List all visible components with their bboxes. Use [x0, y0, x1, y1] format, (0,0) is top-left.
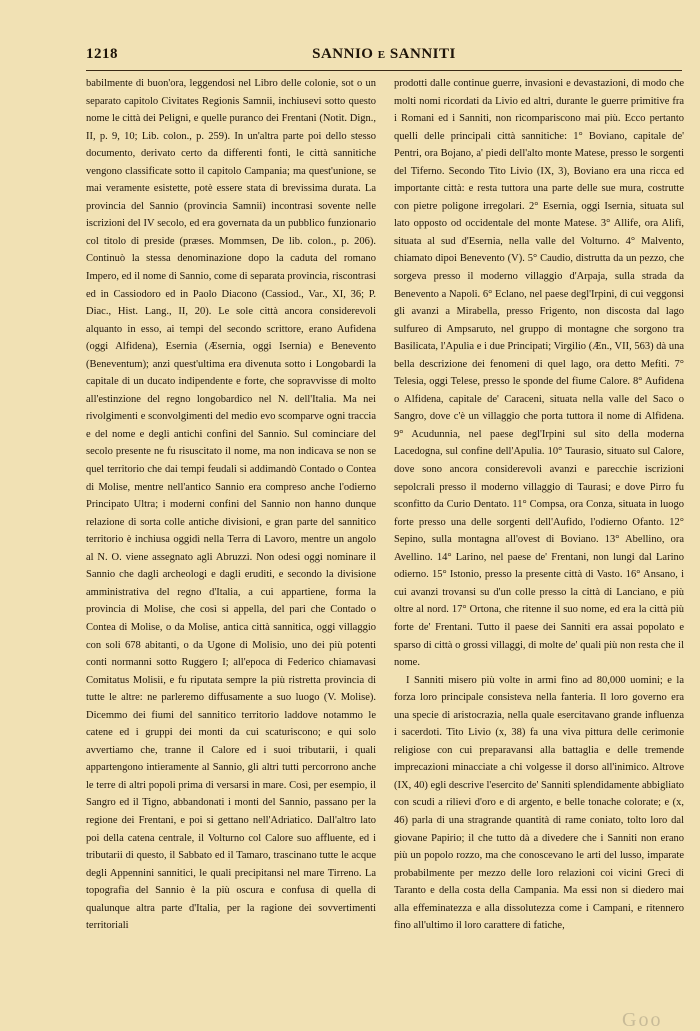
header-rule — [86, 70, 682, 71]
paragraph: I Sanniti misero più volte in armi fino ad 80,000 uomini; e la forza loro principale consisteva nella fanteria. Il loro governo era una specie di aristocrazia, nella quale esercitavano grande influenza i sacerdoti. Tito Livio (x, 38) fa una viva pittura delle cerimonie religiose con cui preparavansi alla battaglia e delle tremende imprecazioni minacciate a chi volgesse il dorso all'inimico. Altrove (IX, 40) egli descrive l'esercito de' Sanniti splendidamente abbigliato con scudi a rilievi d'oro e di argento, e belle tonache colorate; e (x, 46) parla di una stragrande quantità di rame coniato, tolto loro dal giovane Papirio; il che tutto dà a divedere che i Sanniti non erano più un popolo rozzo, ma che conoscevano le arti del lusso, imparate probabilmente per mezzo delle loro relazioni coi vicini Greci di Taranto e della costa della Campania. Ma essi non si diedero mai alla effeminatezza e alla dissolutezza come i Campani, e ritennero fino all'ultimo il loro carattere di fatiche, — [394, 674, 684, 932]
page-number: 1218 — [86, 46, 118, 62]
text-column-right — [394, 75, 684, 935]
running-head — [86, 46, 682, 63]
watermark: Goo — [622, 1009, 663, 1031]
text-column-left — [86, 75, 376, 935]
page-header — [86, 46, 682, 68]
running-head-sanniti: SANNITI — [389, 46, 456, 62]
running-head-joiner: E — [377, 49, 386, 61]
running-head-sannio: SANNIO — [312, 46, 374, 62]
paragraph: babilmente di buon'ora, leggendosi nel Libro delle colonie, sot o un separato capitolo Civitates Regionis Samnii, inchiusevi sotto questo nome le città dei Peligni, e quelle puranco dei Frentani (Notit. Dign., II, p. 9, 10; Lib. colon., p. 259). In un'altra parte poi dello stesso documento, derivato certo da differenti fonti, le città sannitiche vengono classificate sotto il capitolo Campania; ma quest'unione, se mai veramente esistette, potè essere stata di brevissima durata. La provincia del Sannio (provincia Samnii) incontrasi sovente nelle iscrizioni del IV secolo, ed era governata da un pubblico funzionario col titolo di preside (præses. Mommsen, De lib. colon., p. 206). Continuò la stessa denominazione dopo la caduta del romano Impero, ed il nome di Sannio, come di separata provincia, riscontrasi ed in Cassiodoro ed in Paolo Diacono (Cassiod., Var., XI, 36; P. Diac., Hist. Lang., II, 20). Le sole città ancora considerevoli alquanto in esso, ai tempi del secondo scrittore, erano Aufidena (oggi Alfidena), Esernia (Æsernia, oggi Isernia) e Benevento (Beneventum); anzi quest'ultima era divenuta sotto i Longobardi la capitale di un ducato indipendente e forte, che sopravvisse di molto all'estinzione del regno longobardico nel N. dell'Italia. Ma nei rivolgimenti e sconvolgimenti del medio evo scomparve ogni traccia e del nome e degli antichi confini del Sannio. Sul cominciare del secolo presente ne fu risuscitato il nome, ma non indicava se non se quel territorio che dai tempi feudali si addimandò Contado o Contea di Molise, mentre nell'antico Sannio era compreso anche l'odierno Principato Ultra; i moderni confini del Sannio non hanno dunque relazione di sorta colle antiche divisioni, e gran parte del sannitico territorio è inchiusa oggidì nella Terra di Lavoro, mentre un angolo al N. O. viene assegnato agli Abruzzi. Non odesi oggi nominare il Sannio che dagli archeologi e dagli eruditi, e secondo la divisione amministrativa del regno d'Italia, a cui appartiene, forma la provincia di Molise, che così si appella, del pari che Contado o Contea di Molise, o da Molise, antica città sannitica, oggi villaggio con soli 678 abitanti, o da Ugone di Molisio, uno dei più potenti conti normanni sotto Ruggero I; all'epoca di Federico chiamavasi Comitatus Molisii, e fu riputata sempre la più ristretta provincia di tutte le altre: ne parleremo diffusamente a suo luogo (V. Molise). Dicemmo dei fiumi del sannitico territorio laddove notammo le catene ed i gruppi dei monti da cui scaturiscono; e qui solo avvertiamo che, tranne il Calore ed i suoi tributarii, i quali appartengono intieramente al Sannio, gli altri tutti percorrono anche le terre di altri popoli prima di versarsi in mare. Così, per esempio, il Sangro ed il Tigno, abbandonati i monti del Sannio, passano per la regione dei Frentani, e poi si gettano nell'Adriatico. Dall'altro lato poi della catena centrale, il Volturno col Calore suo affluente, ed i tributarii di questo, il Sabbato ed il Tamaro, trascinano tutte le acque degli Appennini sannitici, le quali precipitansi nel mare Tirreno. La topografia del Sannio è la più oscura e confusa di quella di qualunque altra parte d'Italia, per la ragione dei sovvertimenti territoriali — [86, 78, 376, 932]
paragraph: prodotti dalle continue guerre, invasioni e devastazioni, di modo che molti nomi ricordati da Livio ed altri, durante le guerre primitive fra i Romani ed i Sanniti, non ricompariscono mai più. Ecco pertanto quelli delle principali città sannitiche: 1° Boviano, capitale de' Pentri, ora Bojano, a' piedi dell'alto monte Matese, presso le sorgenti del Tiferno. Secondo Tito Livio (IX, 3), Boviano era una ricca ed importante città: e resta tuttora una parte delle sue mura, costrutte con pietre poligone irregolari. 2° Esernia, oggi Isernia, situata sul lato opposto od occidentale del monte Matese. 3° Allife, ora Alifi, situata al sud d'Esernia, nella valle del Volturno. 4° Malvento, chiamato dipoi Benevento (V). 5° Caudio, distrutta da un pezzo, che sorgeva presso il moderno villaggio d'Arpaja, sulla strada da Benevento a Napoli. 6° Eclano, nel paese degl'Irpini, di cui veggonsi gli avanzi a Mirabella, presso Frigento, non discosta dal lago sulfureo di Ampsaruto, nel gruppo di montagne che sorgono tra Basilicata, l'Apulia e i due Principati; Virgilio (Æn., VII, 563) dà una bella descrizione dei fenomeni di quel lago, ora detto Mefiti. 7° Telesia, oggi Telese, presso le sponde del fiume Calore. 8° Aufidena o Alfidena, capitale de' Caraceni, situata nella valle del Saco o Sangro, dove c'è un villaggio che porta tuttora il nome di Alfidena. 9° Acudunnia, nel paese degl'Irpini sul sito della moderna Lacedogna, sul confine dell'Apulia. 10° Taurasio, situato sul Calore, dove sono ancora considerevoli avanzi e parecchie iscrizioni sepolcrali presso il moderno villaggio di Taurasi; e dove Pirro fu sconfitto da Curio Dentato. 11° Compsa, ora Conza, situata in luogo forte presso una delle sorgenti dell'Aufido, l'odierno Ofanto. 12° Sepino, sulla montagna all'ovest di Boviano. 13° Abellino, ora Avellino. 14° Larino, nel paese de' Frentani, non lungi dal Larino odierno. 15° Istonio, presso la presente città di Vasto. 16° Ansano, i cui avanzi trovansi su d'un colle presso la città di Lanciano, e più oltre al nord. 17° Ortona, che ritenne il suo nome, ed era la città più forte de' Frentani. Tutto il paese dei Sanniti era assai popolato e sparso di città o grossi villaggi, di molte de' quali più non resta che il nome. — [394, 78, 684, 669]
